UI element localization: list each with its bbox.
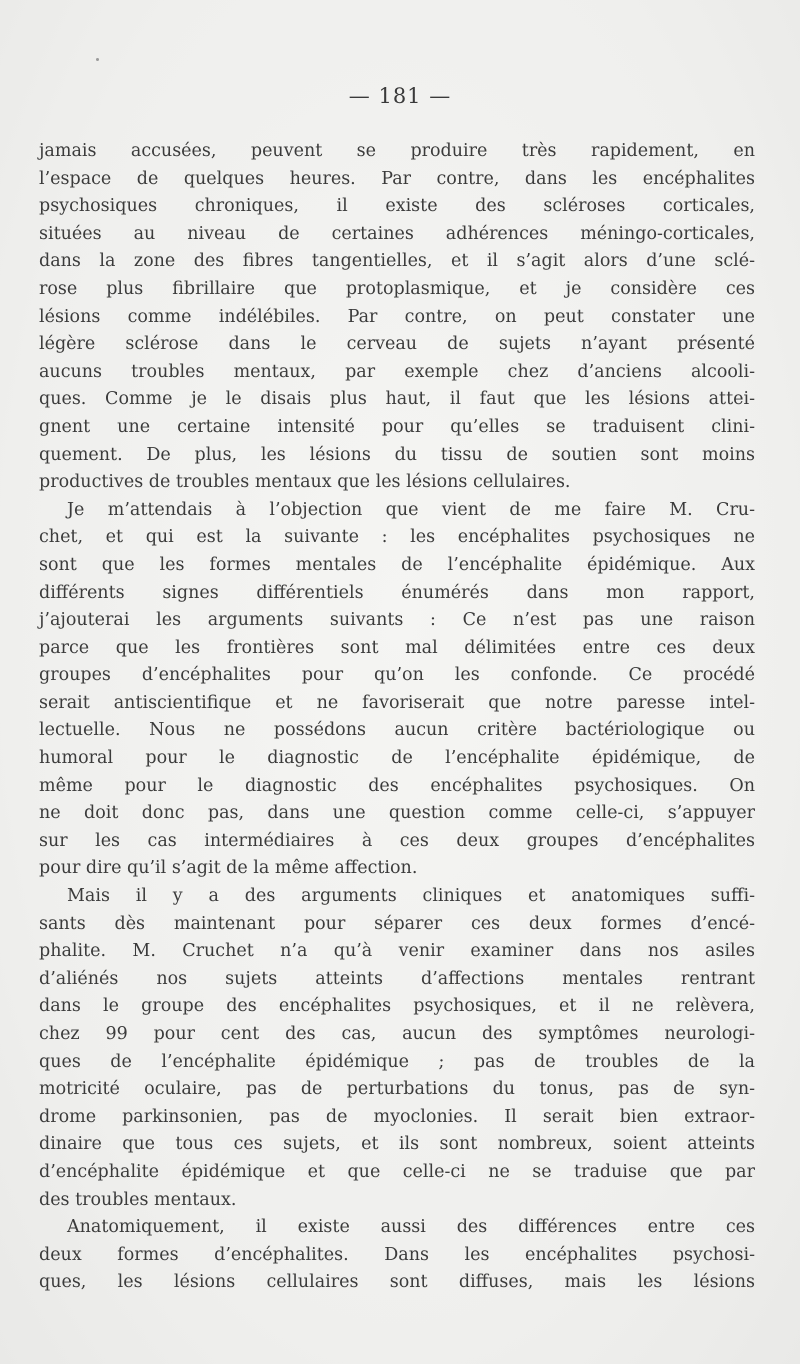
text-line: rose plus fibrillaire que protoplasmique, et je considère ces — [39, 278, 755, 299]
text-line: lectuelle. Nous ne possédons aucun critère bactériologique ou — [39, 720, 755, 741]
text-line: aucuns troubles mentaux, par exemple chez d’anciens alcooli- — [39, 361, 755, 382]
paragraph-start-line: Je m’attendais à l’objection que vient de me faire M. Cru- — [67, 499, 755, 520]
text-line: psychosiques chroniques, il existe des scléroses corticales, — [39, 196, 755, 217]
text-line: ques de l’encéphalite épidémique ; pas de troubles de la — [39, 1051, 755, 1072]
page-number: — 181 — — [348, 84, 452, 108]
text-line: ques. Comme je le disais plus haut, il faut que les lésions attei- — [39, 389, 755, 410]
body-text — [39, 138, 755, 1297]
text-line: dans le groupe des encéphalites psychosiques, et il ne relèvera, — [39, 996, 755, 1017]
text-line: phalite. M. Cruchet n’a qu’à venir examiner dans nos asiles — [39, 941, 755, 962]
text-line: ne doit donc pas, dans une question comme celle-ci, s’appuyer — [39, 803, 755, 824]
text-line: légère sclérose dans le cerveau de sujets n’ayant présenté — [39, 334, 755, 355]
text-line: sants dès maintenant pour séparer ces deux formes d’encé- — [39, 913, 755, 934]
text-line: drome parkinsonien, pas de myoclonies. Il serait bien extraor- — [39, 1106, 755, 1127]
text-line: ques, les lésions cellulaires sont diffuses, mais les lésions — [39, 1272, 755, 1293]
paragraph-end-line: pour dire qu’il s’agit de la même affection. — [39, 858, 418, 879]
text-line: situées au niveau de certaines adhérences méningo-corticales, — [39, 223, 755, 244]
text-line: même pour le diagnostic des encéphalites psychosiques. On — [39, 775, 755, 796]
text-line: dans la zone des fibres tangentielles, et il s’agit alors d’une sclé- — [39, 251, 755, 272]
paragraph-start-line: Anatomiquement, il existe aussi des différences entre ces — [67, 1217, 755, 1238]
text-line: lésions comme indélébiles. Par contre, on peut constater une — [39, 306, 755, 327]
text-line: deux formes d’encéphalites. Dans les encéphalites psychosi- — [39, 1244, 755, 1265]
paragraph-end-line: productives de troubles mentaux que les lésions cellulaires. — [39, 472, 571, 493]
text-line: serait antiscientifique et ne favoriserait que notre paresse intel- — [39, 692, 755, 713]
text-line: d’encéphalite épidémique et que celle-ci ne se traduise que par — [39, 1161, 755, 1182]
paper-speck — [96, 58, 99, 61]
text-line: sur les cas intermédiaires à ces deux groupes d’encéphalites — [39, 830, 755, 851]
text-line: sont que les formes mentales de l’encéphalite épidémique. Aux — [39, 554, 755, 575]
text-line: humoral pour le diagnostic de l’encéphalite épidémique, de — [39, 748, 755, 769]
text-line: jamais accusées, peuvent se produire très rapidement, en — [39, 141, 755, 161]
text-line: chet, et qui est la suivante : les encéphalites psychosiques ne — [39, 527, 755, 548]
text-line: l’espace de quelques heures. Par contre, dans les encéphalites — [39, 168, 755, 189]
paragraph-end-line: des troubles mentaux. — [39, 1189, 237, 1210]
text-line: chez 99 pour cent des cas, aucun des symptômes neurologi- — [39, 1024, 755, 1044]
text-line: groupes d’encéphalites pour qu’on les confonde. Ce procédé — [39, 665, 755, 686]
text-line: différents signes différentiels énumérés dans mon rapport, — [39, 582, 755, 603]
text-line: parce que les frontières sont mal délimitées entre ces deux — [39, 637, 755, 658]
text-line: gnent une certaine intensité pour qu’elles se traduisent clini- — [39, 416, 755, 437]
text-line: motricité oculaire, pas de perturbations du tonus, pas de syn- — [39, 1079, 755, 1100]
paragraph-start-line: Mais il y a des arguments cliniques et anatomiques suffi- — [67, 886, 755, 907]
text-line: quement. De plus, les lésions du tissu de soutien sont moins — [39, 444, 755, 465]
text-line: d’aliénés nos sujets atteints d’affections mentales rentrant — [39, 968, 755, 989]
text-line: j’ajouterai les arguments suivants : Ce n’est pas une raison — [39, 610, 755, 631]
text-line: dinaire que tous ces sujets, et ils sont nombreux, soient atteints — [39, 1134, 755, 1155]
